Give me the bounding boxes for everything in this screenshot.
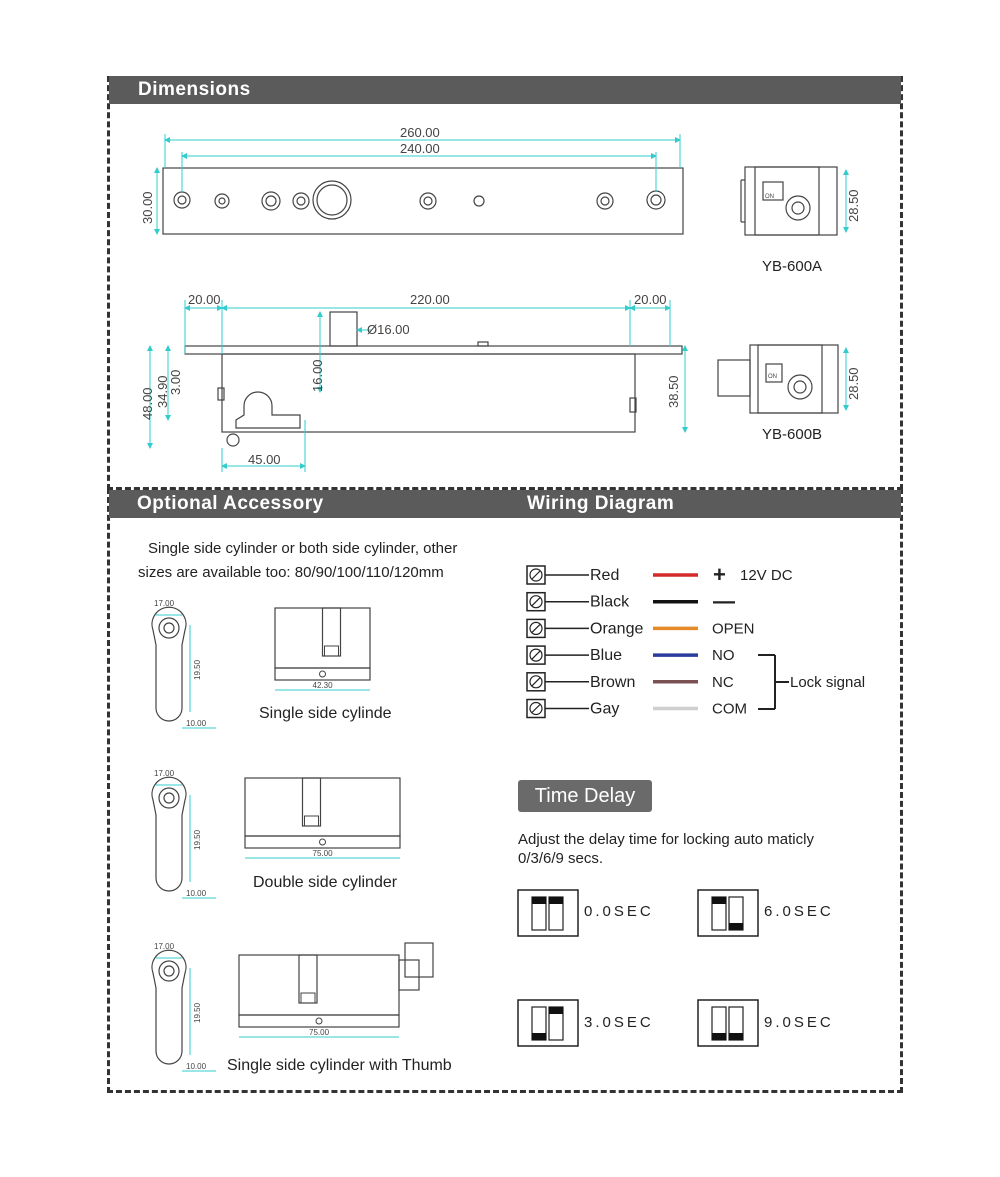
cyl-length-label: 75.00 [312, 849, 333, 858]
cylinder-side-view [245, 778, 400, 836]
cylinder-drawings [152, 599, 433, 1071]
svg-text:ON: ON [765, 194, 774, 200]
time-delay-badge: Time Delay [518, 780, 652, 812]
wiring-row [527, 589, 735, 614]
side-view-a [741, 167, 837, 235]
wire-signal: OPEN [712, 620, 755, 638]
dim-side-b-height: 28.50 [846, 367, 861, 400]
dim-38-50: 38.50 [666, 375, 681, 408]
wiring-row [527, 700, 747, 718]
cyl-height-label: 19.50 [193, 1002, 202, 1023]
accessory-intro: Single side cylinder or both side cylinder, other sizes are available too: 80/90/100/110/120mm [138, 540, 458, 581]
optional-accessory-title: Optional Accessory [137, 493, 324, 514]
caption-single-side: Single side cylinde [259, 705, 392, 722]
dip-switch [698, 890, 758, 936]
dip-switch [518, 1000, 578, 1046]
polarity-mark: + [713, 562, 726, 587]
wiring-rows [527, 562, 793, 718]
cylinder-front-view [152, 777, 186, 891]
dip-knob [729, 923, 743, 930]
wire-signal: COM [712, 700, 747, 718]
cylinder-front-view [152, 607, 186, 721]
time-delay-desc-line1: Adjust the delay time for locking auto maticly [518, 831, 814, 848]
wire-name: Brown [590, 673, 636, 691]
dip-label-6: 6.0SEC [764, 903, 834, 920]
cyl-base-label: 10.00 [186, 1062, 207, 1071]
dip-knob [729, 1033, 743, 1040]
time-delay-desc [518, 828, 888, 866]
wire-signal: NC [712, 673, 734, 691]
lock-signal-bracket [758, 655, 789, 709]
model-yb-600a: YB-600A [762, 258, 823, 275]
wire-name: Orange [590, 620, 644, 638]
dim-34-90: 34.90 [155, 375, 170, 408]
dim-overall-length: 260.00 [400, 125, 440, 140]
time-delay-desc-line2: 0/3/6/9 secs. [518, 850, 604, 867]
caption-double-side: Double side cylinder [253, 874, 398, 891]
dim-48: 48.00 [140, 387, 155, 420]
cylinder-side-view [239, 955, 399, 1015]
wire-signal: 12V DC [740, 567, 793, 584]
dim-3: 3.00 [168, 369, 183, 395]
dip-knob [712, 1033, 726, 1040]
caption-thumb: Single side cylinder with Thumb [227, 1057, 452, 1074]
dim-hole-span: 240.00 [400, 141, 440, 156]
dim-45: 45.00 [248, 452, 281, 467]
wiring-row [527, 562, 793, 587]
dim-bolt-16: 16.00 [310, 359, 325, 392]
side-view-b [718, 345, 838, 413]
cyl-height-label: 19.50 [193, 659, 202, 680]
wiring-row [527, 673, 734, 691]
dip-switch [698, 1000, 758, 1046]
cyl-width-label: 17.00 [154, 769, 175, 778]
cyl-height-label: 19.50 [193, 829, 202, 850]
wire-name: Black [590, 593, 630, 611]
cylinder-drawing [152, 942, 433, 1071]
cyl-length-label: 75.00 [309, 1028, 330, 1037]
cyl-width-label: 17.00 [154, 599, 175, 608]
wiring-row [527, 619, 755, 637]
svg-text:ON: ON [768, 374, 777, 380]
wiring-diagram-title: Wiring Diagram [527, 493, 675, 514]
cyl-base-label: 10.00 [186, 889, 207, 898]
dip-knob [549, 1007, 563, 1014]
cyl-width-label: 17.00 [154, 942, 175, 951]
lock-side-profile [185, 312, 682, 446]
dip-knob [532, 1033, 546, 1040]
dim-left-20: 20.00 [188, 292, 221, 307]
dip-label-3: 3.0SEC [584, 1014, 654, 1031]
dip-switch [518, 890, 578, 936]
dim-bolt-diameter: Ø16.00 [367, 322, 410, 337]
cyl-length-label: 42.30 [312, 681, 333, 690]
cylinder-front-view [152, 950, 186, 1064]
wiring-row [527, 646, 735, 664]
dimensions-title: Dimensions [138, 79, 251, 100]
dip-label-0: 0.0SEC [584, 903, 654, 920]
wire-name: Blue [590, 647, 623, 665]
dip-label-9: 9.0SEC [764, 1014, 834, 1031]
wire-name: Red [590, 567, 620, 584]
dip-knob [712, 897, 726, 904]
dim-right-20: 20.00 [634, 292, 667, 307]
dip-knob [549, 897, 563, 904]
model-yb-600b: YB-600B [762, 426, 823, 443]
dim-side-a-height: 28.50 [846, 189, 861, 222]
wire-signal: NO [712, 647, 735, 665]
dip-knob [532, 897, 546, 904]
wire-name: Gay [590, 700, 620, 718]
dim-middle-220: 220.00 [410, 292, 450, 307]
polarity-mark: — [713, 588, 735, 614]
lock-front-view [163, 168, 683, 234]
dim-plate-height: 30.00 [140, 191, 155, 224]
lock-signal-label: Lock signal [790, 674, 866, 691]
cyl-base-label: 10.00 [186, 719, 207, 728]
